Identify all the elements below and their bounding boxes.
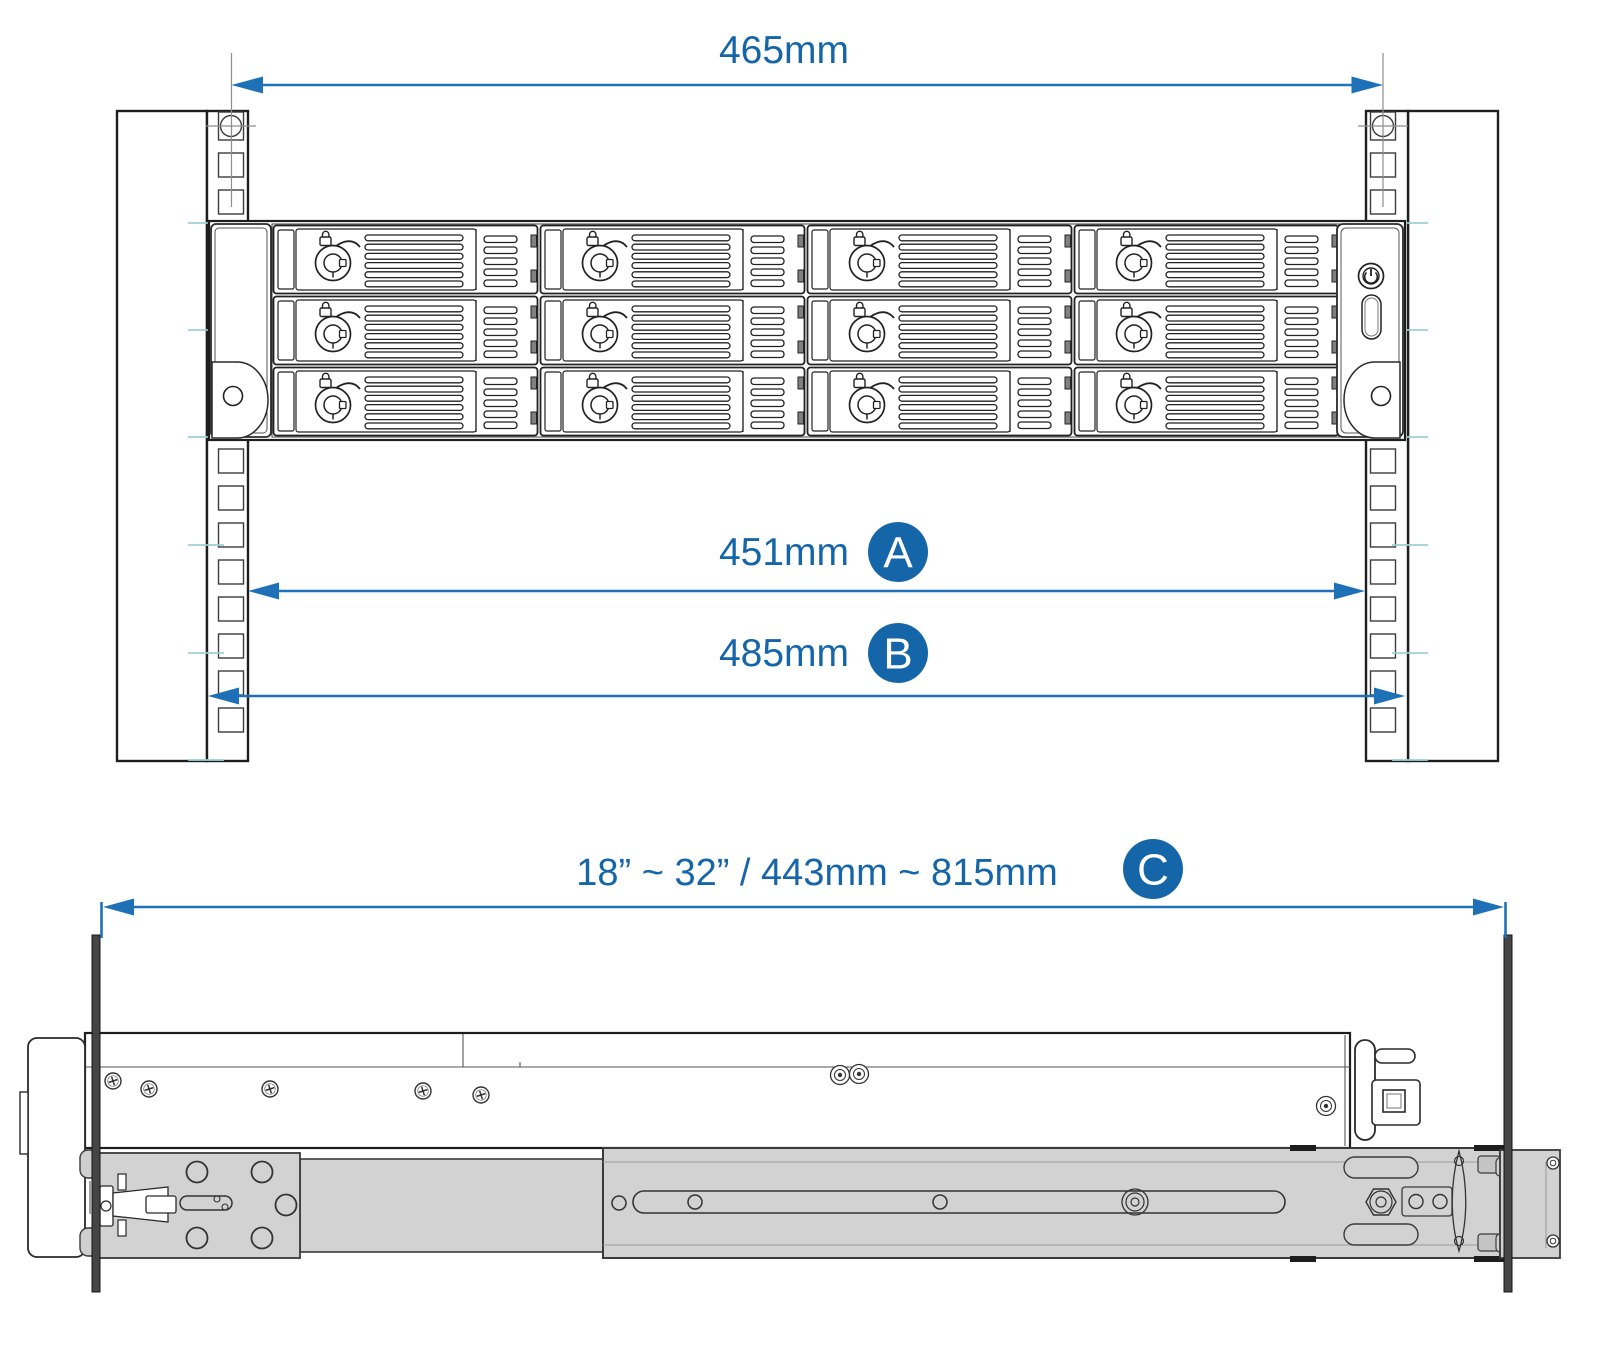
screw-icon xyxy=(1547,1157,1559,1169)
front-view xyxy=(117,29,1498,761)
drive-bay xyxy=(274,226,538,294)
dimension-465 xyxy=(206,29,1408,207)
dim-label-a: 451mm xyxy=(718,531,849,574)
drive-bay xyxy=(1075,297,1339,365)
drive-bay xyxy=(274,297,538,365)
rack-post-front-bar xyxy=(92,935,100,1292)
screw-icon xyxy=(1317,1097,1336,1116)
side-view xyxy=(20,839,1560,1292)
drive-bay xyxy=(541,226,805,294)
led-indicator-slot xyxy=(1362,295,1381,339)
screw-icon xyxy=(831,1066,850,1085)
badge-b xyxy=(868,623,928,683)
screw-icon xyxy=(262,1081,278,1097)
drive-bay xyxy=(541,368,805,436)
dim-label-b: 485mm xyxy=(718,632,849,675)
dim-label-c: 18” ~ 32” / 443mm ~ 815mm xyxy=(576,852,1058,894)
drive-bay xyxy=(808,368,1072,436)
screw-icon xyxy=(105,1073,121,1089)
svg-text:B: B xyxy=(883,629,913,679)
svg-text:A: A xyxy=(883,528,913,578)
drive-bay xyxy=(808,297,1072,365)
screw-icon xyxy=(473,1087,489,1103)
ear-screw-hole xyxy=(224,387,243,406)
mount-rail xyxy=(80,1145,1560,1262)
drive-bay xyxy=(1075,368,1339,436)
rack-ear-left xyxy=(211,224,271,438)
svg-text:C: C xyxy=(1137,845,1169,895)
rack-post-rear-bar xyxy=(1504,935,1512,1292)
screw-icon xyxy=(1547,1235,1559,1247)
dimension-c xyxy=(102,839,1506,938)
badge-a xyxy=(868,522,928,582)
dimension-b xyxy=(208,623,1405,705)
drive-bay xyxy=(274,368,538,436)
dim-label-465: 465mm xyxy=(718,29,849,72)
drive-bay xyxy=(808,226,1072,294)
front-panel-right xyxy=(1337,224,1403,438)
screw-icon xyxy=(850,1065,869,1084)
rail-front-bracket xyxy=(80,1150,300,1258)
hex-nut xyxy=(1366,1189,1396,1215)
power-icon xyxy=(1359,264,1384,289)
drive-bay xyxy=(541,297,805,365)
ear-screw-hole xyxy=(1372,387,1391,406)
badge-c xyxy=(1123,839,1183,899)
screw-icon xyxy=(141,1081,157,1097)
dimension-a xyxy=(248,522,1365,600)
screw-icon xyxy=(415,1083,431,1099)
drive-bay xyxy=(1075,226,1339,294)
rear-release-handle xyxy=(1355,1040,1420,1140)
chassis-front xyxy=(209,221,1405,440)
